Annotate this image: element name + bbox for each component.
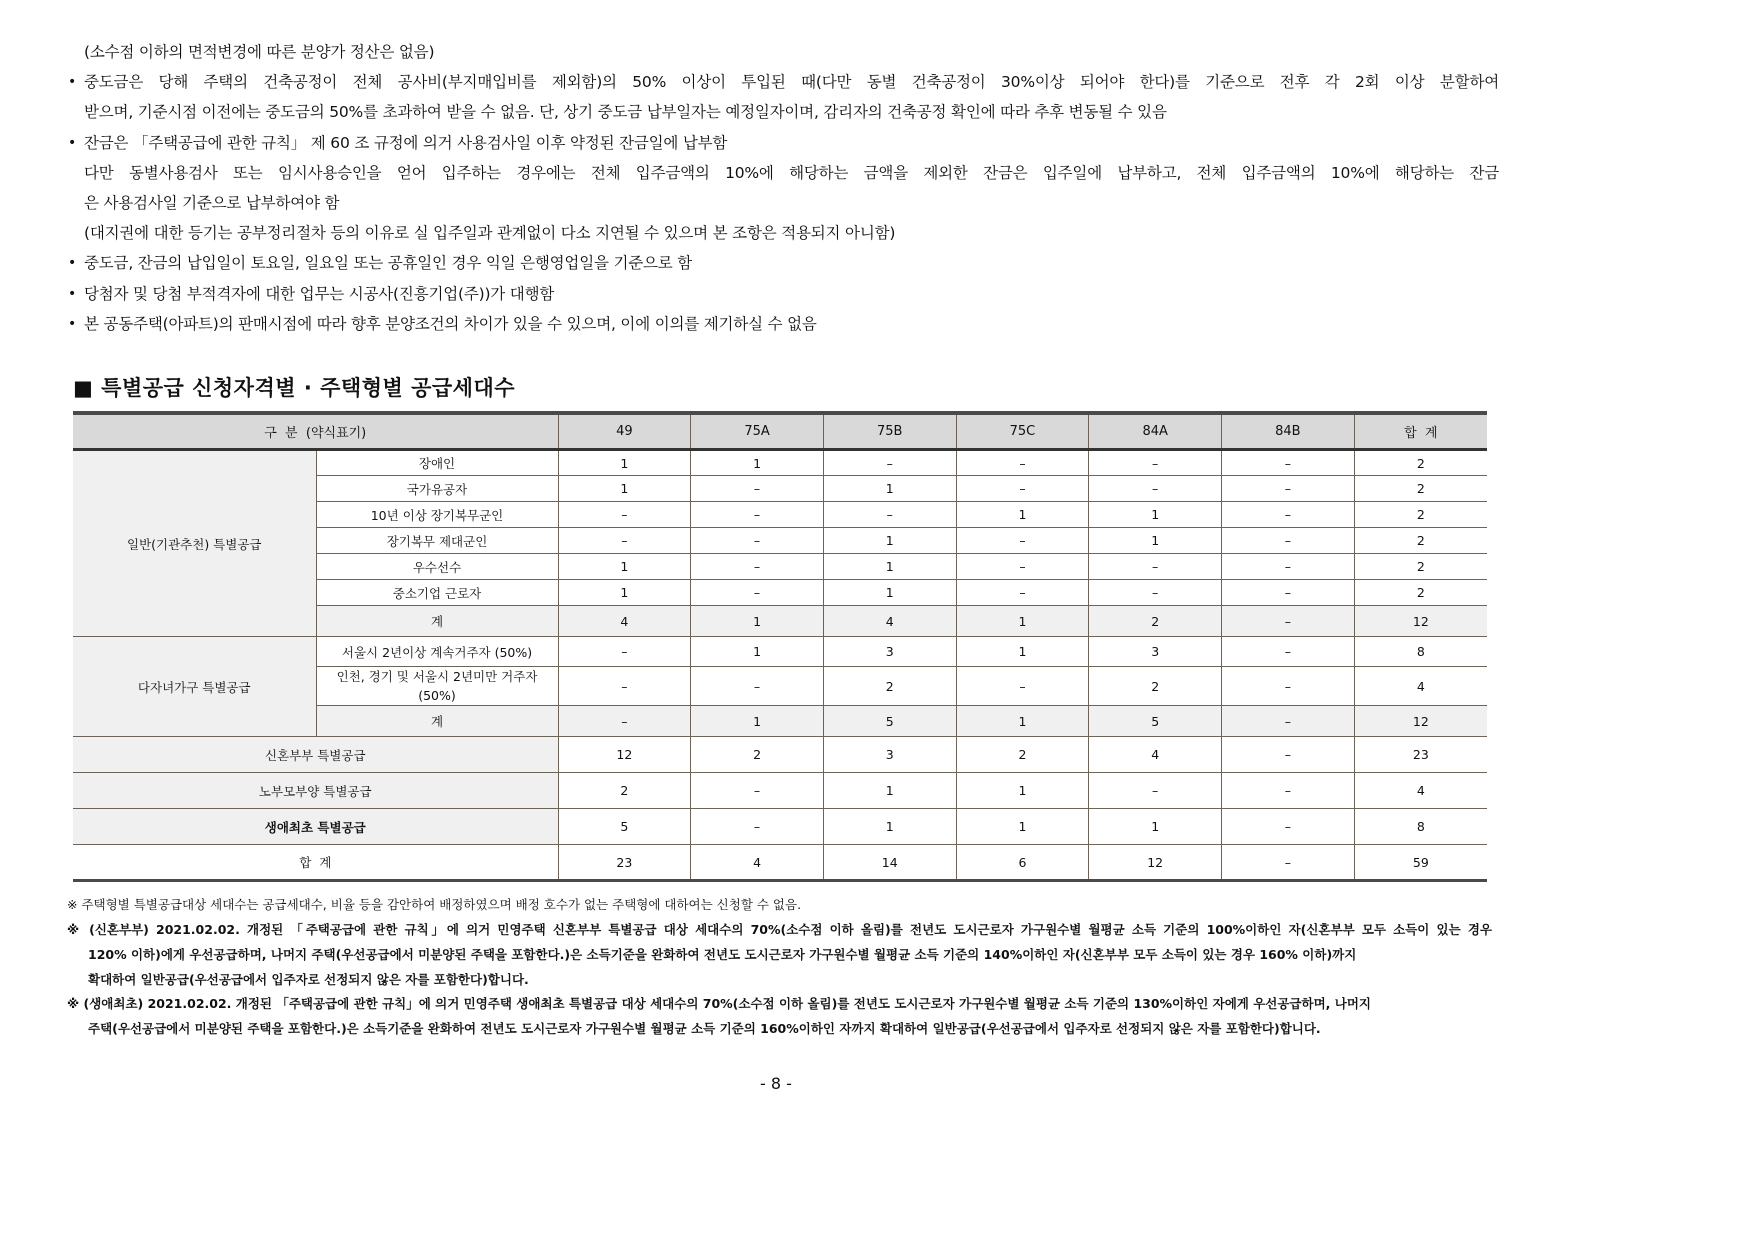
cell-value: 1 [823,476,956,502]
cell-value: 1 [691,706,824,737]
footnote-line: ※ (생애최초) 2021.02.02. 개정된 「주택공급에 관한 규칙」에 의거 민영주택 생애최초 특별공급 대상 세대수의 70%(소수점 이하 올림)를 전년도 도시근로자 가구원수별 월평균 소득 기준의 130%이하인 자에게 우선공급하며, 나머지 [67,996,1371,1011]
row-label: 합 계 [73,845,558,881]
cell-value: 2 [1354,554,1487,580]
sub-category-label: 중소기업 근로자 [316,580,558,606]
table-row [73,809,1487,845]
cell-value: – [691,476,824,502]
cell-value: – [1222,580,1355,606]
cell-value: 2 [1354,476,1487,502]
bullet-icon: • [68,255,77,272]
row-label: 노부모부양 특별공급 [73,773,558,809]
cell-value: 2 [1089,606,1222,637]
cell-value: 1 [691,606,824,637]
cell-value: – [1222,502,1355,528]
cell-value: – [1222,528,1355,554]
cell-value: 1 [956,502,1089,528]
table-row [73,845,1487,881]
cell-value: 1 [1089,502,1222,528]
cell-value: 1 [956,773,1089,809]
cell-value: – [1089,450,1222,476]
cell-value: 12 [558,737,691,773]
sub-category-label: 10년 이상 장기복무군인 [316,502,558,528]
cell-value: 6 [956,845,1089,881]
table-row [73,737,1487,773]
footnote-line: 120% 이하)에게 우선공급하며, 나머지 주택(우선공급에서 미분양된 주택을 포함한다.)은 소득기준을 완화하여 전년도 도시근로자 가구원수별 월평균 소득 기준의 140%이하인 자(신혼부부 모두 소득이 있는 경우 160% 이하)까지 [88,947,1357,962]
cell-value: – [558,502,691,528]
cell-value: 1 [956,809,1089,845]
column-header: 합 계 [1354,413,1487,450]
group-label: 일반(기관추천) 특별공급 [73,450,316,637]
cell-value: 1 [823,528,956,554]
cell-value: 2 [1089,667,1222,706]
sub-category-label: 장기복무 제대군인 [316,528,558,554]
cell-value: 2 [558,773,691,809]
cell-value: 2 [1354,580,1487,606]
sub-category-label: 우수선수 [316,554,558,580]
cell-value: – [1222,845,1355,881]
cell-value: 4 [1354,667,1487,706]
cell-value: 5 [823,706,956,737]
cell-value: 1 [956,637,1089,667]
group-label: 다자녀가구 특별공급 [73,637,316,737]
cell-value: – [1222,476,1355,502]
cell-value: – [956,528,1089,554]
sub-category-label: 인천, 경기 및 서울시 2년미만 거주자 (50%) [316,667,558,706]
cell-value: – [823,502,956,528]
cell-value: 2 [1354,450,1487,476]
table-row [73,450,1487,476]
cell-value: – [956,580,1089,606]
cell-value: 1 [823,809,956,845]
row-label: 신혼부부 특별공급 [73,737,558,773]
cell-value: 2 [823,667,956,706]
cell-value: 12 [1354,706,1487,737]
cell-value: 3 [823,637,956,667]
cell-value: 59 [1354,845,1487,881]
body-line: 중도금은 당해 주택의 건축공정이 전체 공사비(부지매입비를 제외함)의 50% 이상이 투입된 때(다만 동별 건축공정이 30%이상 되어야 한다)를 기준으로 전후 각 2회 이상 분할하여 [84,73,1499,92]
cell-value: 2 [691,737,824,773]
cell-value: – [1222,706,1355,737]
column-header: 75A [691,413,824,450]
special-supply-table [73,411,1487,882]
bullet-icon: • [68,74,77,91]
cell-value: 1 [1089,809,1222,845]
cell-value: 1 [1089,528,1222,554]
cell-value: – [1222,737,1355,773]
column-header: 75B [823,413,956,450]
cell-value: – [691,502,824,528]
cell-value: 1 [691,637,824,667]
body-line: 당첨자 및 당첨 부적격자에 대한 업무는 시공사(진흥기업(주))가 대행함 [84,284,555,303]
cell-value: 4 [1354,773,1487,809]
column-header: 구 분 (약식표기) [73,413,558,450]
cell-value: – [1089,773,1222,809]
body-line: 잔금은 「주택공급에 관한 규칙」 제 60 조 규정에 의거 사용검사일 이후 약정된 잔금일에 납부함 [84,133,728,152]
body-line: (대지권에 대한 등기는 공부정리절차 등의 이유로 실 입주일과 관계없이 다소 지연될 수 있으며 본 조항은 적용되지 아니함) [84,224,896,243]
cell-value: – [558,637,691,667]
cell-value: 23 [558,845,691,881]
cell-value: 4 [823,606,956,637]
table-row [73,637,1487,667]
sub-category-label: 계 [316,606,558,637]
body-line: 은 사용검사일 기준으로 납부하여야 함 [84,194,340,212]
cell-value: – [1089,476,1222,502]
footnote-line: 확대하여 일반공급(우선공급에서 입주자로 선정되지 않은 자를 포함한다)합니다. [88,972,529,987]
cell-value: 4 [1089,737,1222,773]
bullet-icon: • [68,285,77,302]
cell-value: 5 [1089,706,1222,737]
cell-value: 4 [558,606,691,637]
cell-value: 1 [956,606,1089,637]
cell-value: – [956,450,1089,476]
cell-value: 2 [956,737,1089,773]
cell-value: – [1222,606,1355,637]
cell-value: – [558,706,691,737]
cell-value: – [691,580,824,606]
cell-value: – [956,476,1089,502]
cell-value: – [691,528,824,554]
cell-value: 3 [1089,637,1222,667]
cell-value: – [1222,554,1355,580]
cell-value: – [691,773,824,809]
sub-category-label: 계 [316,706,558,737]
section-title: ■ 특별공급 신청자격별 · 주택형별 공급세대수 [73,376,516,400]
cell-value: 8 [1354,637,1487,667]
sub-category-label: 장애인 [316,450,558,476]
cell-value: 1 [558,580,691,606]
cell-value: – [1089,580,1222,606]
cell-value: – [1222,637,1355,667]
cell-value: – [1222,667,1355,706]
body-line: 중도금, 잔금의 납입일이 토요일, 일요일 또는 공휴일인 경우 익일 은행영업일을 기준으로 함 [84,254,693,273]
cell-value: – [1222,809,1355,845]
cell-value: – [956,667,1089,706]
cell-value: 12 [1089,845,1222,881]
cell-value: – [558,528,691,554]
table-row [73,773,1487,809]
cell-value: 1 [558,554,691,580]
cell-value: 1 [691,450,824,476]
column-header: 84B [1222,413,1355,450]
cell-value: – [558,667,691,706]
row-label: 생애최초 특별공급 [73,809,558,845]
column-header: 49 [558,413,691,450]
body-line: 다만 동별사용검사 또는 임시사용승인을 얻어 입주하는 경우에는 전체 입주금액의 10%에 해당하는 금액을 제외한 잔금은 입주일에 납부하고, 전체 입주금액의 10%에 해당하는 잔금 [84,163,1499,182]
cell-value: 1 [956,706,1089,737]
bullet-icon: • [68,134,77,151]
body-line: 본 공동주택(아파트)의 판매시점에 따라 향후 분양조건의 차이가 있을 수 있으며, 이에 이의를 제기하실 수 없음 [84,314,817,333]
cell-value: 8 [1354,809,1487,845]
body-line: 받으며, 기준시점 이전에는 중도금의 50%를 초과하여 받을 수 없음. 단, 상기 중도금 납부일자는 예정일자이며, 감리자의 건축공정 확인에 따라 추후 변동될 수 있음 [84,103,1167,122]
footnote-line: 주택(우선공급에서 미분양된 주택을 포함한다.)은 소득기준을 완화하여 전년도 도시근로자 가구원수별 월평균 소득 기준의 160%이하인 자까지 확대하여 일반공급(우선공급에서 입주자로 선정되지 않은 자를 포함한다)합니다. [88,1021,1321,1036]
table-header-row [73,413,1487,450]
cell-value: 3 [823,737,956,773]
column-header: 84A [1089,413,1222,450]
cell-value: 1 [558,450,691,476]
cell-value: – [1222,450,1355,476]
cell-value: – [1089,554,1222,580]
sub-category-label: 국가유공자 [316,476,558,502]
cell-value: 23 [1354,737,1487,773]
column-header: 75C [956,413,1089,450]
footnote-line: ※ (신혼부부) 2021.02.02. 개정된 「주택공급에 관한 규칙」에 의거 민영주택 신혼부부 특별공급 대상 세대수의 70%(소수점 이하 올림)를 전년도 도시근로자 가구원수별 월평균 소득 기준의 100%이하인 자(신혼부부 모두 소득이 있는 경우 [67,922,1492,937]
cell-value: 1 [823,554,956,580]
cell-value: 2 [1354,502,1487,528]
cell-value: 1 [823,773,956,809]
footnote-line: ※ 주택형별 특별공급대상 세대수는 공급세대수, 비율 등을 감안하여 배정하였으며 배정 호수가 없는 주택형에 대하여는 신청할 수 없음. [67,897,802,912]
cell-value: 2 [1354,528,1487,554]
body-line: (소수점 이하의 면적변경에 따른 분양가 정산은 없음) [84,43,435,61]
cell-value: 1 [823,580,956,606]
cell-value: – [691,667,824,706]
cell-value: – [956,554,1089,580]
cell-value: 1 [558,476,691,502]
cell-value: – [691,809,824,845]
cell-value: 14 [823,845,956,881]
cell-value: – [691,554,824,580]
sub-category-label: 서울시 2년이상 계속거주자 (50%) [316,637,558,667]
cell-value: – [823,450,956,476]
cell-value: – [1222,773,1355,809]
page-number: - 8 - [760,1074,792,1093]
bullet-icon: • [68,315,77,332]
cell-value: 4 [691,845,824,881]
cell-value: 12 [1354,606,1487,637]
cell-value: 5 [558,809,691,845]
